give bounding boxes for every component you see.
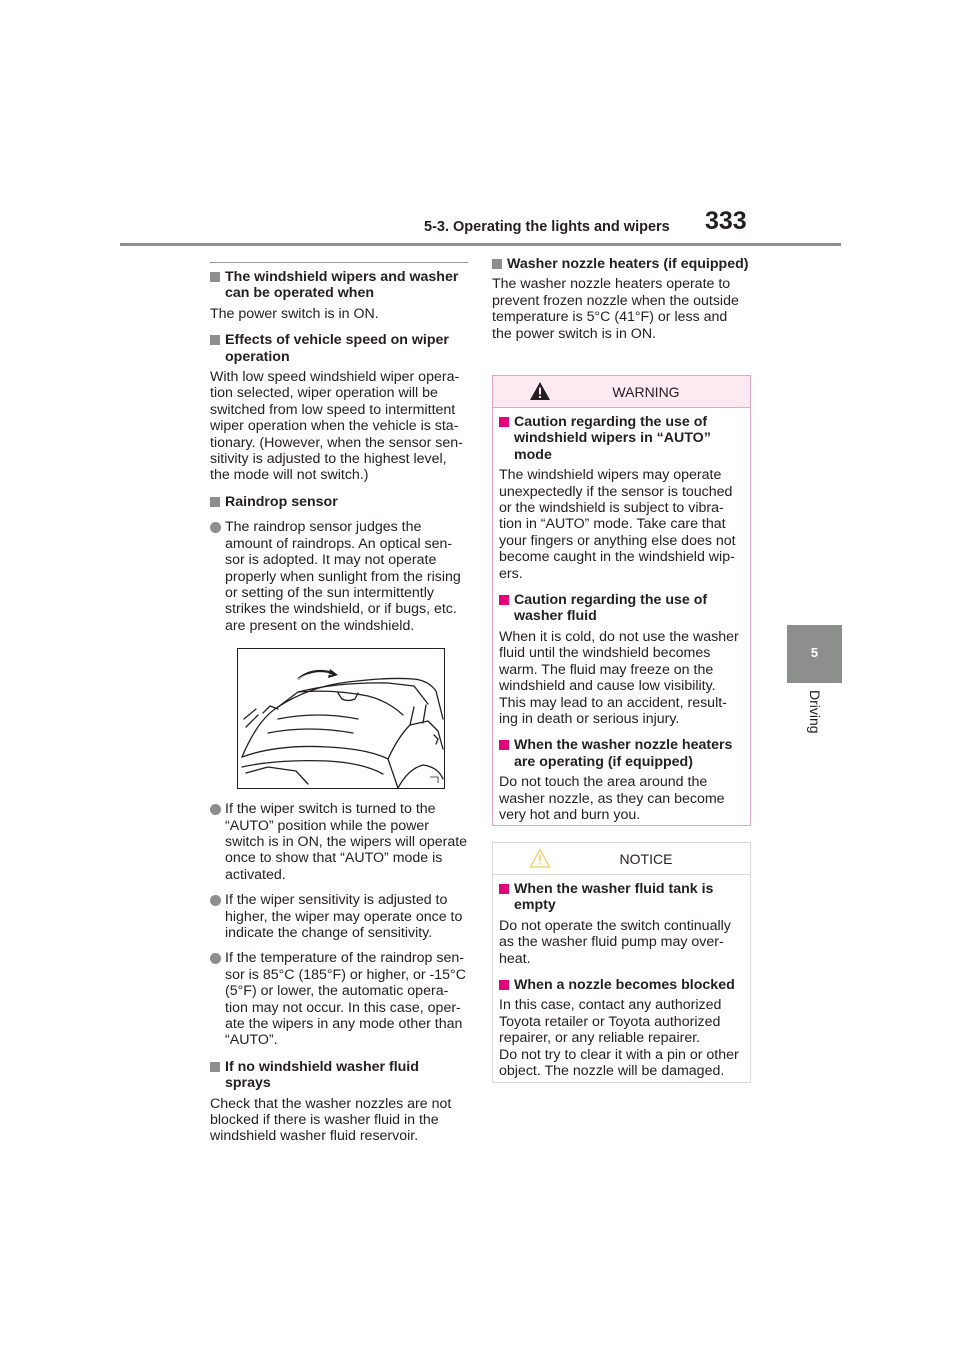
paragraph: With low speed windshield wiper opera-tion selected, wiper operation will be switched from low speed to intermittent wiper operation when the vehicle is sta-tionary. (However, when the sensor sen-sitivity is adjusted to the highest level, the mode will not switch.) (210, 369, 463, 484)
square-bullet-icon (499, 884, 509, 894)
chapter-label-text: Driving (807, 690, 823, 734)
heading-heaters-operating: When the washer nozzle heaters are operating (if equipped) (499, 737, 744, 770)
chapter-tab (787, 625, 842, 683)
square-bullet-icon (210, 272, 220, 282)
circle-bullet-icon (210, 953, 221, 964)
paragraph: Check that the washer nozzles are not blocked if there is washer fluid in the windshield washer fluid reservoir. (210, 1095, 452, 1145)
notice-label: NOTICE (619, 851, 673, 867)
paragraph: Do not operate the switch continually as the washer fluid pump may over-heat. (499, 917, 731, 967)
heading-vehicle-speed: Effects of vehicle speed on wiper operation (210, 332, 468, 365)
list-item: If the temperature of the raindrop sen-sor is 85°C (185°F) or higher, or -15°C (5°F) or lower, the automatic opera-tion may not occur. In this case, oper-ate the wipers in any mode other than “AUTO”. (210, 950, 468, 1048)
raindrop-sensor-illustration (237, 648, 445, 789)
warning-box (492, 375, 751, 826)
square-bullet-icon (210, 335, 220, 345)
chapter-number: 5 (810, 645, 819, 660)
chapter-label (805, 690, 825, 750)
heading-nozzle-blocked: When a nozzle becomes blocked (499, 977, 744, 993)
circle-bullet-icon (210, 522, 221, 533)
square-bullet-icon (210, 497, 220, 507)
square-bullet-icon (499, 595, 509, 605)
heading-auto-mode-caution: Caution regarding the use of windshield wipers in “AUTO” mode (499, 414, 744, 463)
square-bullet-icon (499, 740, 509, 750)
square-bullet-icon (210, 1062, 220, 1072)
circle-bullet-icon (210, 804, 221, 815)
list-item: If the wiper switch is turned to the “AUTO” position while the power switch is in ON, the wipers will operate once to show that “AUTO” mode is activated. (210, 801, 468, 883)
square-bullet-icon (499, 980, 509, 990)
paragraph: The power switch is in ON. (210, 305, 379, 322)
paragraph: In this case, contact any authorized Toyota retailer or Toyota authorized repairer, or any reliable repairer. (499, 997, 722, 1047)
list-item: If the wiper sensitivity is adjusted to higher, the wiper may operate once to indicate the change of sensitivity. (210, 892, 468, 941)
heading-nozzle-heaters: Washer nozzle heaters (if equipped) (492, 256, 750, 272)
car-windshield-icon (238, 649, 444, 788)
header-rule (120, 243, 841, 246)
list-item: The raindrop sensor judges the amount of raindrops. An optical sen-sor is adopted. It may not operate properly when sunlight from the rising or setting of the sun intermittently strikes the windshield, or if bugs, etc. are present on the windshield. (210, 519, 468, 634)
heading-wipers-operated: The windshield wipers and washer can be operated when (210, 269, 468, 302)
heading-tank-empty: When the washer fluid tank is empty (499, 881, 744, 914)
circle-bullet-icon (210, 895, 221, 906)
left-column (210, 262, 468, 1145)
heading-washer-fluid-caution: Caution regarding the use of washer fluid (499, 592, 744, 625)
square-bullet-icon (499, 417, 509, 427)
paragraph: When it is cold, do not use the washer fluid until the windshield becomes warm. The fluid may freeze on the windshield and cause low visibility. This may lead to an accident, result-ing in death or serious injury. (499, 628, 739, 727)
paragraph: Do not touch the area around the washer nozzle, as they can become very hot and burn you. (499, 774, 725, 823)
paragraph: The washer nozzle heaters operate to prevent frozen nozzle when the outside temperature is 5°C (41°F) or less and the power switch is in ON. (492, 276, 739, 342)
section-title: 5-3. Operating the lights and wipers (424, 219, 670, 235)
column-rule (210, 262, 468, 263)
paragraph: Do not try to clear it with a pin or other object. The nozzle will be damaged. (499, 1046, 739, 1080)
warning-header (493, 376, 750, 408)
right-column (492, 256, 750, 342)
square-bullet-icon (492, 259, 502, 269)
paragraph: The windshield wipers may operate unexpectedly if the sensor is touched or the windshield is subject to vibra-tion in “AUTO” mode. Take care that your fingers or anything else does not become caught in the windshield wip-ers. (499, 467, 736, 582)
notice-box (492, 842, 751, 1083)
heading-raindrop-sensor: Raindrop sensor (210, 494, 468, 510)
notice-header (493, 843, 750, 875)
heading-no-washer-fluid: If no windshield washer fluid sprays (210, 1059, 468, 1092)
page-number: 333 (705, 207, 747, 235)
warning-label: WARNING (612, 384, 680, 400)
